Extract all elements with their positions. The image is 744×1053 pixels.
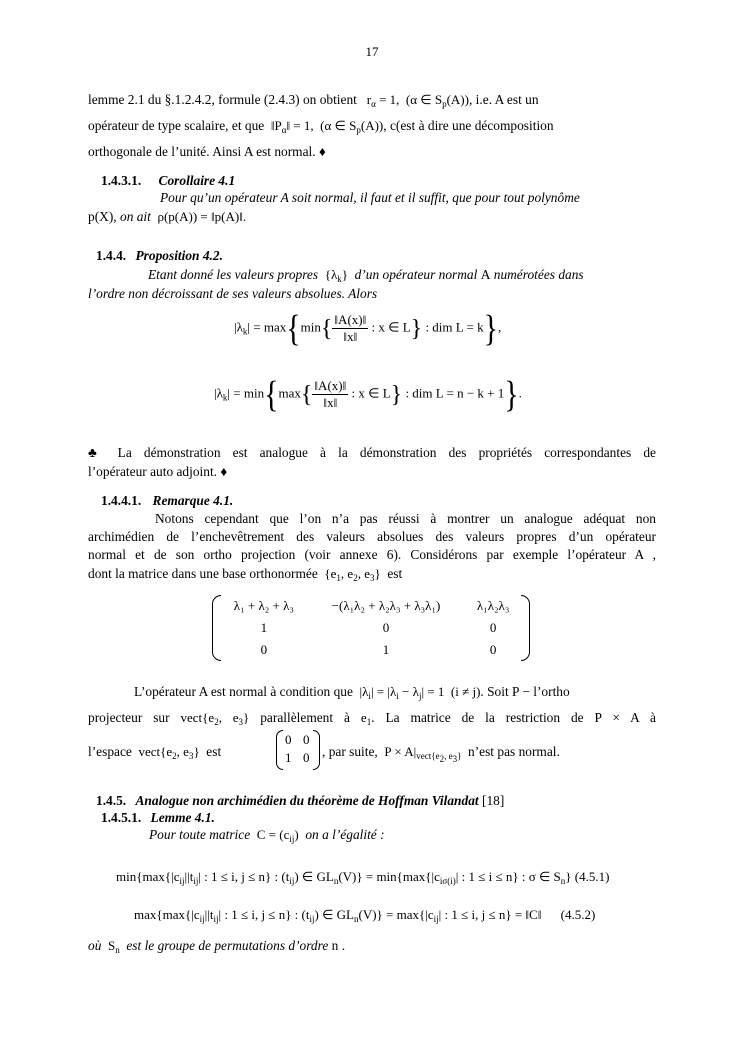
remark-line-3: normal et de son ortho projection (voir annexe 6). Considérons par exemple l’opérateur A , bbox=[88, 547, 656, 562]
text-run: dont la matrice dans une base orthonormée bbox=[88, 566, 318, 581]
matrix-3x3 bbox=[212, 595, 530, 663]
formula-lambda-condition: $|\lambda_i| = |\lambda_i - \lambda_j| = 1$ (i ≠ j) bbox=[356, 684, 481, 701]
demonstration-line-1: ♣ La démonstration est analogue à la démonstration des propriétés correspondantes de bbox=[88, 445, 656, 460]
formula-vect-e2-e3: $vect\{e_2$, $e_3$} bbox=[180, 710, 250, 727]
matrix-cell: λ₁λ₂λ₃ bbox=[476, 598, 510, 613]
paragraph-1-line-1 bbox=[88, 92, 656, 108]
text-run: . Soit P − l’ortho bbox=[480, 684, 570, 699]
remark-number: 1.4.4.1. bbox=[101, 493, 142, 508]
matrix-cell: 1 bbox=[382, 642, 390, 657]
text-run: où bbox=[88, 938, 102, 953]
matrix-right-paren bbox=[313, 730, 320, 770]
formula-norm-p-alpha: $‖P_\alpha‖ = 1$, (α ∈ $S_p(A)$) bbox=[267, 118, 384, 135]
corollary-line-1: Pour qu’un opérateur A soit normal, il faut et il suffit, que pour tout polynôme bbox=[160, 190, 580, 205]
text-run: Pour toute matrice bbox=[149, 827, 251, 842]
text-run: n’est pas normal. bbox=[468, 744, 560, 759]
matrix-cell: 0 bbox=[260, 642, 268, 657]
matrix-cell: 0 bbox=[382, 620, 390, 635]
remark-line-7 bbox=[88, 744, 221, 760]
remark-line-5 bbox=[134, 684, 570, 700]
remark-line-2: archimédien de l’enchevêtrement des valeurs absolues des valeurs propres d’un opérateur bbox=[88, 529, 656, 544]
matrix-cell: 0 bbox=[303, 750, 310, 765]
proposition-heading bbox=[96, 248, 223, 264]
proposition-line-1 bbox=[148, 267, 584, 283]
corollary-line-2 bbox=[88, 209, 246, 225]
text-run: est bbox=[206, 744, 222, 759]
lemma-number: 1.4.5.1. bbox=[101, 810, 142, 825]
corollary-title: Corollaire 4.1 bbox=[158, 173, 236, 188]
formula-lambda-k-set: $\{\lambda_k\}$ bbox=[321, 267, 352, 284]
text-run: , par suite, bbox=[322, 744, 378, 759]
text-run: on a l’égalité : bbox=[305, 827, 385, 842]
formula-sn: $S_n$ bbox=[104, 938, 120, 955]
text-run: parallèlement à bbox=[260, 710, 350, 725]
text-run: L’opérateur A est normal à condition que bbox=[134, 684, 353, 699]
matrix-cell: λ₁ + λ₂ + λ₃ bbox=[233, 598, 294, 613]
proposition-line-2: l’ordre non décroissant de ses valeurs absolues. Alors bbox=[88, 286, 378, 301]
corollary-heading bbox=[101, 173, 235, 189]
equation-4-5-1: $\min\{\max\{|c_{ij}||t_{ij}|$ : 1 ≤ i, j ≤ n} : $(t_{ij})$ ∈ $GL_n(V)\} = \min\{\max\{|c_{i\sigma(i)}|$ : 1 ≤ i ≤ n} : σ ∈ $S_n$} (4.5.1) bbox=[116, 869, 610, 886]
text-run: , on ait bbox=[113, 209, 151, 224]
text-run: , i.e. A est un bbox=[468, 92, 539, 107]
citation: [18] bbox=[481, 793, 505, 808]
formula-basis: {$e_1$, $e_2$, $e_3$} bbox=[321, 566, 384, 583]
equation-minmax-2: $|\lambda_k| = \min\{\max${ $\frac{‖A(x)‖}{‖x‖}$ : x ∈ L} : dim L = n − k + 1}. bbox=[214, 373, 522, 415]
text-run: Etant donné les valeurs propres bbox=[148, 267, 319, 282]
formula-r-alpha: $r_\alpha = 1$, (α ∈ $S_p(A)$) bbox=[360, 92, 469, 109]
matrix-cell: −(λ₁λ₂ + λ₂λ₃ + λ₃λ₁) bbox=[331, 598, 441, 613]
matrix-2x2 bbox=[276, 730, 320, 770]
matrix-cell: 0 bbox=[489, 620, 497, 635]
matrix-cell: 0 bbox=[489, 642, 497, 657]
matrix-cell: 1 bbox=[260, 620, 268, 635]
remark-line-4 bbox=[88, 566, 402, 582]
equation-label: (4.5.2) bbox=[560, 907, 596, 922]
text-run: d’un opérateur normal bbox=[354, 267, 478, 282]
text-run: numérotées dans bbox=[493, 267, 584, 282]
page-number: 17 bbox=[365, 44, 379, 59]
text-run: , c(est à dire une décomposition bbox=[383, 118, 554, 133]
section-number: 1.4.5. bbox=[96, 793, 127, 808]
text-run: lemme 2.1 du §.1.2.4.2, formule (2.4.3) on obtient bbox=[88, 92, 357, 107]
text-run: projecteur sur bbox=[88, 710, 170, 725]
text-run: n . bbox=[331, 938, 346, 953]
remark-title: Remarque 4.1. bbox=[152, 493, 234, 508]
matrix-cell: 0 bbox=[303, 732, 310, 747]
remark-line-7-end bbox=[322, 744, 560, 764]
text-run: opérateur de type scalaire, et que bbox=[88, 118, 265, 133]
equation-minmax-1: $|\lambda_k| = \max\{\min${ $\frac{‖A(x)‖}{‖x‖}$ : x ∈ L} : dim L = k}, bbox=[234, 307, 502, 349]
lemma-last-line bbox=[88, 938, 345, 954]
text-run: A bbox=[480, 267, 491, 282]
text-run: est le groupe de permutations d’ordre bbox=[126, 938, 329, 953]
lemma-heading bbox=[101, 810, 215, 826]
equation-4-5-2: $\max\{\max\{|c_{ij}||t_{ij}|$ : 1 ≤ i, j ≤ n} : $(t_{ij})$ ∈ $GL_n(V)\} = \max\{|c_{ij}|$ : 1 ≤ i, j ≤ n} = ‖C‖ (4.5.2) bbox=[134, 907, 596, 924]
proposition-number: 1.4.4. bbox=[96, 248, 127, 263]
text-run: p(X) bbox=[88, 209, 114, 224]
matrix-row bbox=[216, 639, 526, 661]
formula-vect-space: $vect\{e_2$, $e_3$} bbox=[135, 744, 203, 761]
proposition-title: Proposition 4.2. bbox=[135, 248, 223, 263]
matrix-row bbox=[216, 617, 526, 639]
matrix-row bbox=[216, 595, 526, 617]
corollary-number: 1.4.3.1. bbox=[101, 173, 142, 188]
paragraph-1-line-2 bbox=[88, 118, 656, 134]
remark-line-1: Notons cependant que l’on n’a pas réussi à montrer un analogue adéquat non bbox=[155, 511, 656, 526]
paragraph-1-line-3: orthogonale de l’unité. Ainsi A est normal. ♦ bbox=[88, 144, 326, 159]
section-title: Analogue non archimédien du théorème de Hoffman Vilandat bbox=[135, 793, 479, 808]
matrix-left-paren bbox=[276, 730, 283, 770]
remark-line-6 bbox=[88, 710, 656, 726]
demonstration-line-2: l’opérateur auto adjoint. ♦ bbox=[88, 464, 228, 479]
section-1-4-5-heading bbox=[96, 793, 504, 809]
lemma-line-1 bbox=[149, 827, 385, 843]
formula-restriction: $P \times A|_{vect\{e_2, e_3\}}$ bbox=[381, 744, 462, 764]
matrix-cell: 1 bbox=[285, 750, 292, 765]
equation-label: (4.5.1) bbox=[574, 869, 610, 884]
matrix-table bbox=[216, 595, 526, 661]
text-run: est bbox=[387, 566, 403, 581]
matrix-cell: 0 bbox=[285, 732, 292, 747]
text-run: . La matrice de la restriction de P × A à bbox=[371, 710, 656, 725]
text-run: l’espace bbox=[88, 744, 132, 759]
formula-rho-p-a: ρ(p(A)) = ‖p(A)‖. bbox=[154, 209, 247, 224]
remark-heading bbox=[101, 493, 233, 509]
lemma-title: Lemme 4.1. bbox=[150, 810, 215, 825]
formula-e1: $e_1$ bbox=[360, 710, 372, 727]
formula-c-cij: $C = (c_{ij})$ bbox=[253, 827, 302, 844]
